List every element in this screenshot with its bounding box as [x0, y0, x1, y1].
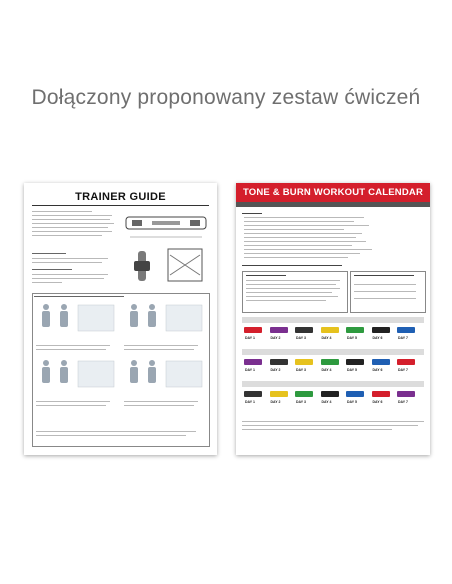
workout-chip: [244, 327, 262, 333]
trainer-guide-title: TRAINER GUIDE: [75, 191, 166, 203]
workout-chip: [295, 391, 313, 397]
workout-chip: [321, 359, 339, 365]
day-label: DAY 5: [347, 368, 357, 372]
workout-chip: [346, 327, 364, 333]
workout-chip: [244, 391, 262, 397]
figure-panel-1: [36, 301, 116, 341]
phase-bar-rev-up: [242, 349, 424, 355]
workout-chip: [270, 359, 288, 365]
day-label: DAY 3: [296, 336, 306, 340]
calendar-subtitle-band: [236, 202, 430, 207]
workout-calendar-sheet: [236, 183, 430, 455]
workout-chip: [372, 327, 390, 333]
workout-chip: [295, 359, 313, 365]
day-label: DAY 4: [321, 336, 332, 340]
trainer-product-illustration: [122, 209, 210, 243]
workout-chip: [372, 359, 390, 365]
workout-chip: [372, 391, 390, 397]
workout-chip: [244, 359, 262, 365]
day-label: DAY 6: [372, 368, 383, 372]
day-label: DAY 7: [398, 368, 408, 372]
day-label: DAY 2: [270, 368, 281, 372]
day-label: DAY 7: [398, 336, 408, 340]
workout-chip: [346, 359, 364, 365]
day-label: DAY 5: [347, 336, 357, 340]
phase-bar-start-up: [242, 317, 424, 323]
workout-chip: [397, 327, 415, 333]
figure-panel-2: [124, 301, 204, 341]
day-label: DAY 1: [245, 336, 255, 340]
day-label: DAY 2: [270, 400, 281, 404]
day-label: DAY 6: [372, 336, 383, 340]
figure-panel-4: [124, 357, 204, 397]
title-rule: [32, 205, 209, 206]
day-label: DAY 7: [398, 400, 408, 404]
workout-chip: [397, 359, 415, 365]
trainer-guide-sheet: [24, 183, 217, 455]
day-label: DAY 3: [296, 400, 306, 404]
page-headline: Dołączony proponowany zestaw ćwiczeń: [31, 86, 421, 109]
workout-chip: [321, 391, 339, 397]
workout-chip: [346, 391, 364, 397]
workout-chip: [270, 391, 288, 397]
day-label: DAY 1: [245, 368, 255, 372]
day-label: DAY 2: [270, 336, 281, 340]
sports-effect-heading-line: [34, 296, 124, 297]
day-label: DAY 4: [321, 400, 332, 404]
day-label: DAY 1: [245, 400, 255, 404]
day-label: DAY 5: [347, 400, 357, 404]
day-label: DAY 4: [321, 368, 332, 372]
workout-chip: [270, 327, 288, 333]
figure-panel-3: [36, 357, 116, 397]
workout-chip: [295, 327, 313, 333]
handle-illustration: [124, 245, 210, 289]
day-label: DAY 3: [296, 368, 306, 372]
day-label: DAY 6: [372, 400, 383, 404]
phase-bar-explosion: [242, 381, 424, 387]
calendar-title: TONE & BURN WORKOUT CALENDAR: [242, 187, 424, 198]
workout-chip: [321, 327, 339, 333]
workout-chip: [397, 391, 415, 397]
phases-box: [350, 271, 426, 313]
